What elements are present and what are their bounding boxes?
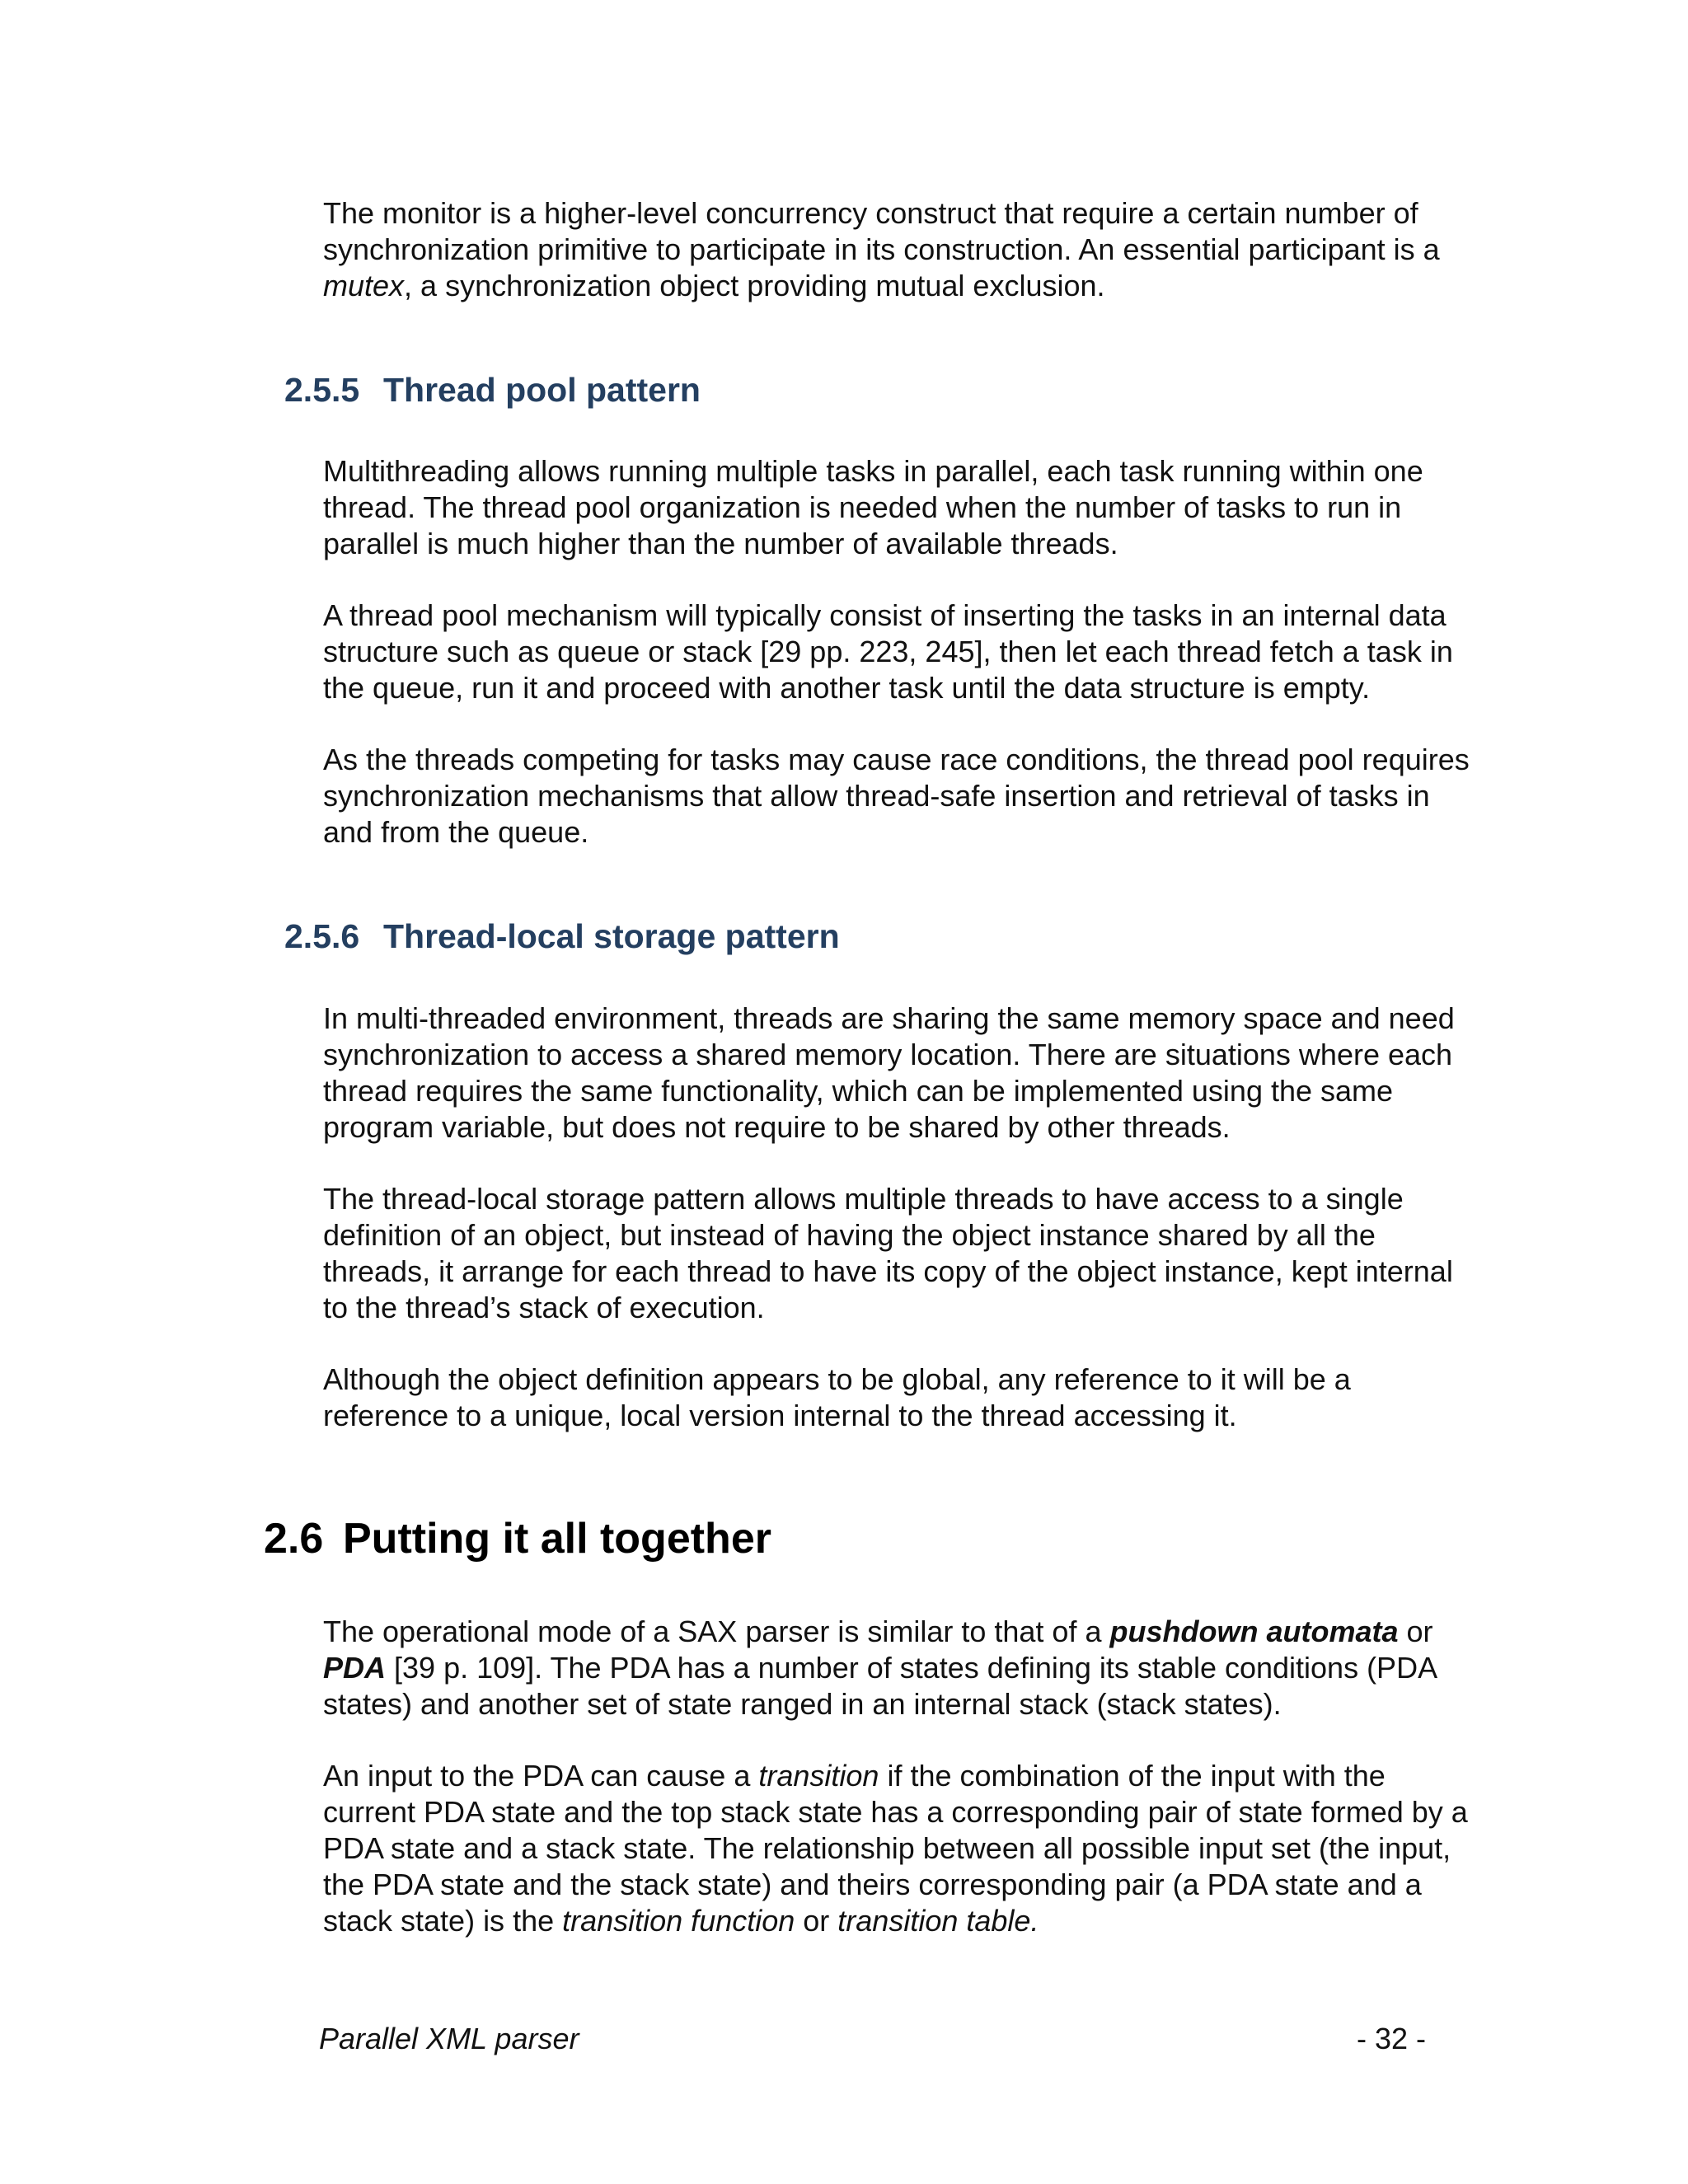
transition-table-term: transition table.	[837, 1904, 1039, 1938]
text-line: parallel is much higher than the number of available threads.	[323, 527, 1118, 560]
section-title: Thread pool pattern	[383, 371, 701, 409]
thread-pool-paragraph-1	[323, 453, 1493, 562]
text-line: states) and another set of state ranged in an internal stack (stack states).	[323, 1687, 1282, 1721]
text-line: and from the queue.	[323, 815, 589, 849]
text-line: the PDA state and the stack state) and theirs corresponding pair (a PDA state and a	[323, 1868, 1422, 1901]
text-line: Multithreading allows running multiple tasks in parallel, each task running within one	[323, 454, 1423, 488]
text-line: thread requires the same functionality, which can be implemented using the same	[323, 1074, 1394, 1108]
text-line: As the threads competing for tasks may cause race conditions, the thread pool requires	[323, 743, 1470, 776]
pda-paragraph-2	[323, 1758, 1493, 1939]
text-fragment: or	[795, 1904, 838, 1938]
text-line	[323, 1758, 1493, 1794]
text-line: to the thread’s stack of execution.	[323, 1291, 765, 1324]
transition-function-term: transition function	[562, 1904, 795, 1938]
section-number: 2.5.6	[284, 917, 360, 955]
footer-document-title: Parallel XML parser	[319, 2022, 579, 2055]
text-fragment: , a synchronization object providing mutual exclusion.	[404, 269, 1105, 302]
section-heading-2-6	[264, 1513, 771, 1564]
pda-term: PDA	[323, 1651, 387, 1685]
text-fragment: The operational mode of a SAX parser is similar to that of a	[323, 1615, 1110, 1648]
tls-paragraph-2	[323, 1181, 1493, 1326]
section-heading-2-5-6	[284, 916, 840, 957]
text-line: The thread-local storage pattern allows multiple threads to have access to a single	[323, 1182, 1404, 1216]
section-title: Putting it all together	[343, 1515, 771, 1563]
text-line: threads, it arrange for each thread to have its copy of the object instance, kept internal	[323, 1254, 1453, 1288]
text-line	[323, 268, 1493, 304]
monitor-paragraph	[323, 195, 1493, 304]
section-title: Thread-local storage pattern	[383, 917, 840, 955]
section-heading-2-5-5	[284, 369, 701, 410]
text-line	[323, 1614, 1493, 1650]
text-line: synchronization to access a shared memory location. There are situations where each	[323, 1038, 1453, 1071]
text-fragment: stack state) is the	[323, 1904, 563, 1938]
text-line: The monitor is a higher-level concurrency construct that require a certain number of	[323, 196, 1418, 230]
text-fragment: or	[1398, 1615, 1433, 1648]
text-line: synchronization primitive to participate in its construction. An essential participant is a	[323, 232, 1440, 266]
text-line: synchronization mechanisms that allow thread-safe insertion and retrieval of tasks in	[323, 779, 1430, 813]
text-line: reference to a unique, local version internal to the thread accessing it.	[323, 1399, 1237, 1432]
tls-paragraph-3	[323, 1361, 1493, 1434]
thread-pool-paragraph-2	[323, 598, 1493, 706]
text-line: In multi-threaded environment, threads are sharing the same memory space and need	[323, 1001, 1455, 1035]
pushdown-automata-term: pushdown automata	[1109, 1615, 1399, 1648]
tls-paragraph-1	[323, 1001, 1493, 1146]
text-line: thread. The thread pool organization is needed when the number of tasks to run in	[323, 490, 1402, 524]
text-line	[323, 1903, 1493, 1939]
text-line: program variable, but does not require to be shared by other threads.	[323, 1110, 1231, 1144]
section-number: 2.5.5	[284, 371, 360, 409]
thread-pool-paragraph-3	[323, 742, 1493, 851]
text-line: A thread pool mechanism will typically consist of inserting the tasks in an internal data	[323, 598, 1447, 632]
mutex-term: mutex	[323, 269, 405, 302]
footer-page-number: - 32 -	[1357, 2022, 1427, 2055]
section-number: 2.6	[264, 1515, 324, 1563]
pda-paragraph-1	[323, 1614, 1493, 1722]
text-line: the queue, run it and proceed with another task until the data structure is empty.	[323, 671, 1371, 705]
text-line: current PDA state and the top stack state has a corresponding pair of state formed by a	[323, 1795, 1468, 1829]
text-line: definition of an object, but instead of having the object instance shared by all the	[323, 1218, 1376, 1252]
text-line: PDA state and a stack state. The relationship between all possible input set (the input,	[323, 1831, 1451, 1865]
transition-term: transition	[758, 1759, 879, 1793]
text-line	[323, 1650, 1493, 1686]
text-fragment: [39 p. 109]. The PDA has a number of states defining its stable conditions (PDA	[386, 1651, 1438, 1685]
text-fragment: if the combination of the input with the	[879, 1759, 1386, 1793]
text-fragment: An input to the PDA can cause a	[323, 1759, 759, 1793]
text-line: Although the object definition appears to be global, any reference to it will be a	[323, 1362, 1351, 1396]
text-line: structure such as queue or stack [29 pp. 223, 245], then let each thread fetch a task in	[323, 635, 1453, 668]
